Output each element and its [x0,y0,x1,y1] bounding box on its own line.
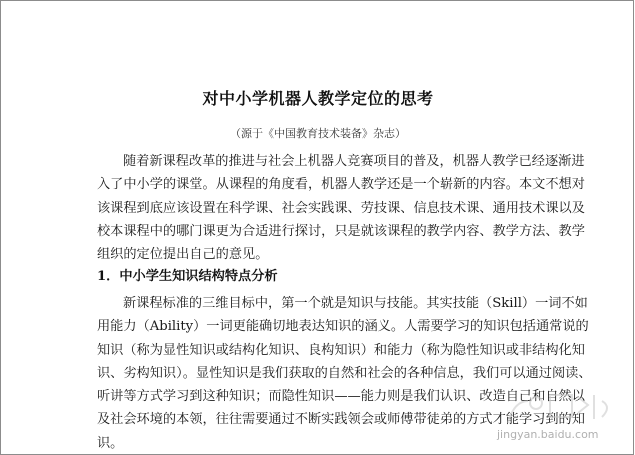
paragraph-line: 新课程标准的三维目标中，第一个就是知识与技能。其实技能（Skill）一词不如 [123,296,588,311]
paragraph-line: 及社会环境的本领，往往需要通过不断实践领会或师傅带徒弟的方式才能学习到的知 [97,412,585,428]
intro-paragraph [97,150,585,266]
document-source: （源于《中国教育技术装备》杂志） [230,127,406,140]
section-heading: 1．中小学生知识结构特点分析 [97,269,278,284]
paragraph-line: 入了中小学的课堂。从课程的角度看，机器人教学还是一个崭新的内容。本文不想对 [97,177,585,193]
watermark-text: jingyan.baidu.com [497,428,599,441]
paragraph-line: 随着新课程改革的推进与社会上机器人竞赛项目的普及，机器人教学已经逐渐进 [123,154,585,169]
paragraph-line: 组织的定位提出自己的意见。 [97,247,269,263]
document-title: 对中小学机器人教学定位的思考 [202,89,434,108]
paragraph-line: 识。 [97,435,124,451]
paragraph-line: 识、劣构知识）。显性知识是我们获取的自然和社会的各种信息，我们可以通过阅读、 [97,365,592,381]
paragraph-line: 用能力（Ability）一词更能确切地表达知识的涵义。人需要学习的知识包括通常说的 [97,319,589,335]
paragraph-line: 知识（称为显性知识或结构化知识、良构知识）和能力（称为隐性知识或非结构化知 [97,342,585,358]
paragraph-line: 听讲等方式学习到这种知识；而隐性知识——能力则是我们认识、改造自己和自然以 [97,389,585,405]
paragraph-line: 该课程到底应该设置在科学课、社会实践课、劳技课、信息技术课、通用技术课以及 [97,200,585,216]
paragraph-line: 校本课程中的哪门课更为合适进行探讨，只是就该课程的教学内容、教学方法、教学 [97,223,585,239]
